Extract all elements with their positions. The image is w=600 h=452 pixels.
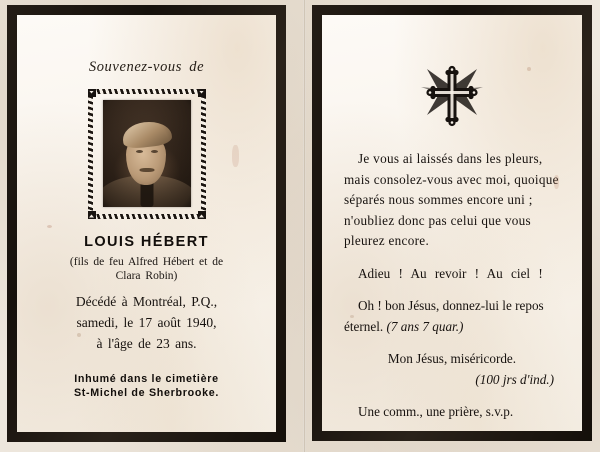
frame-rope-bottom [92,214,202,219]
death-details-block [17,291,276,354]
portrait-photo [103,100,191,207]
prayer-paragraph-4-text: Mon Jésus, miséricorde. [387,351,517,366]
prayer-paragraph-4-indulgence: (100 jrs d'ind.) [475,371,554,387]
frame-rope-top [92,89,202,94]
prayer-paragraph-2-adieu: Adieu ! Au revoir ! Au ciel ! [358,265,543,281]
frame-corner-bottom-left [88,211,96,219]
prayer-paragraph-1: Je vous ai laissés dans les pleurs, mais consolez-vous avec moi, quoique séparés nous sommes encore uni ; n'oubliez donc pas celui que vous pleurez encore. [344,151,559,248]
frame-corner-top-left [88,89,96,97]
burial-block [17,372,276,400]
prayer-paragraph-3-indulgence: (7 ans 7 quar.) [386,318,464,334]
parents-line-1: (fils de feu Alfred Hébert et de [69,256,224,268]
card-fold-line [303,0,306,452]
frame-corner-top-right [198,89,206,97]
portrait-frame [88,89,206,219]
parents-line-2: Clara Robin) [115,270,178,282]
right-panel-border [312,5,592,441]
death-date-line: samedi, le 17 août 1940, [76,315,217,330]
frame-rope-left [88,93,93,215]
frame-rope-right [201,93,206,215]
deceased-name: LOUIS HÉBERT [84,234,209,250]
prayer-paragraph-3-text: Oh ! bon Jésus, donnez-lui le repos éternel. [344,298,544,334]
death-age-line: à l'âge de 23 ans. [96,336,197,351]
cross-emblem [322,57,582,133]
ornate-cross-with-rays-icon [415,57,489,131]
paper-foxing-spot [232,145,239,167]
left-panel-border [7,5,286,442]
frame-corner-bottom-right [198,211,206,219]
prayer-paragraph-4 [344,349,560,390]
burial-line-2: St-Michel de Sherbrooke. [73,387,220,399]
left-leaf [17,15,276,432]
photo-vignette [103,100,191,207]
prayer-paragraph-3 [344,296,560,337]
death-place-line: Décédé à Montréal, P.Q., [75,294,218,309]
right-leaf [322,15,582,431]
souvenez-vous-heading: Souvenez-vous de [88,59,205,75]
paper-foxing-spot [47,225,52,228]
prayer-paragraph-5-request: Une comm., une prière, s.v.p. [358,404,514,419]
parents-block [17,255,276,283]
burial-line-1: Inhumé dans le cimetière [74,373,219,385]
prayer-text-block [344,149,560,423]
